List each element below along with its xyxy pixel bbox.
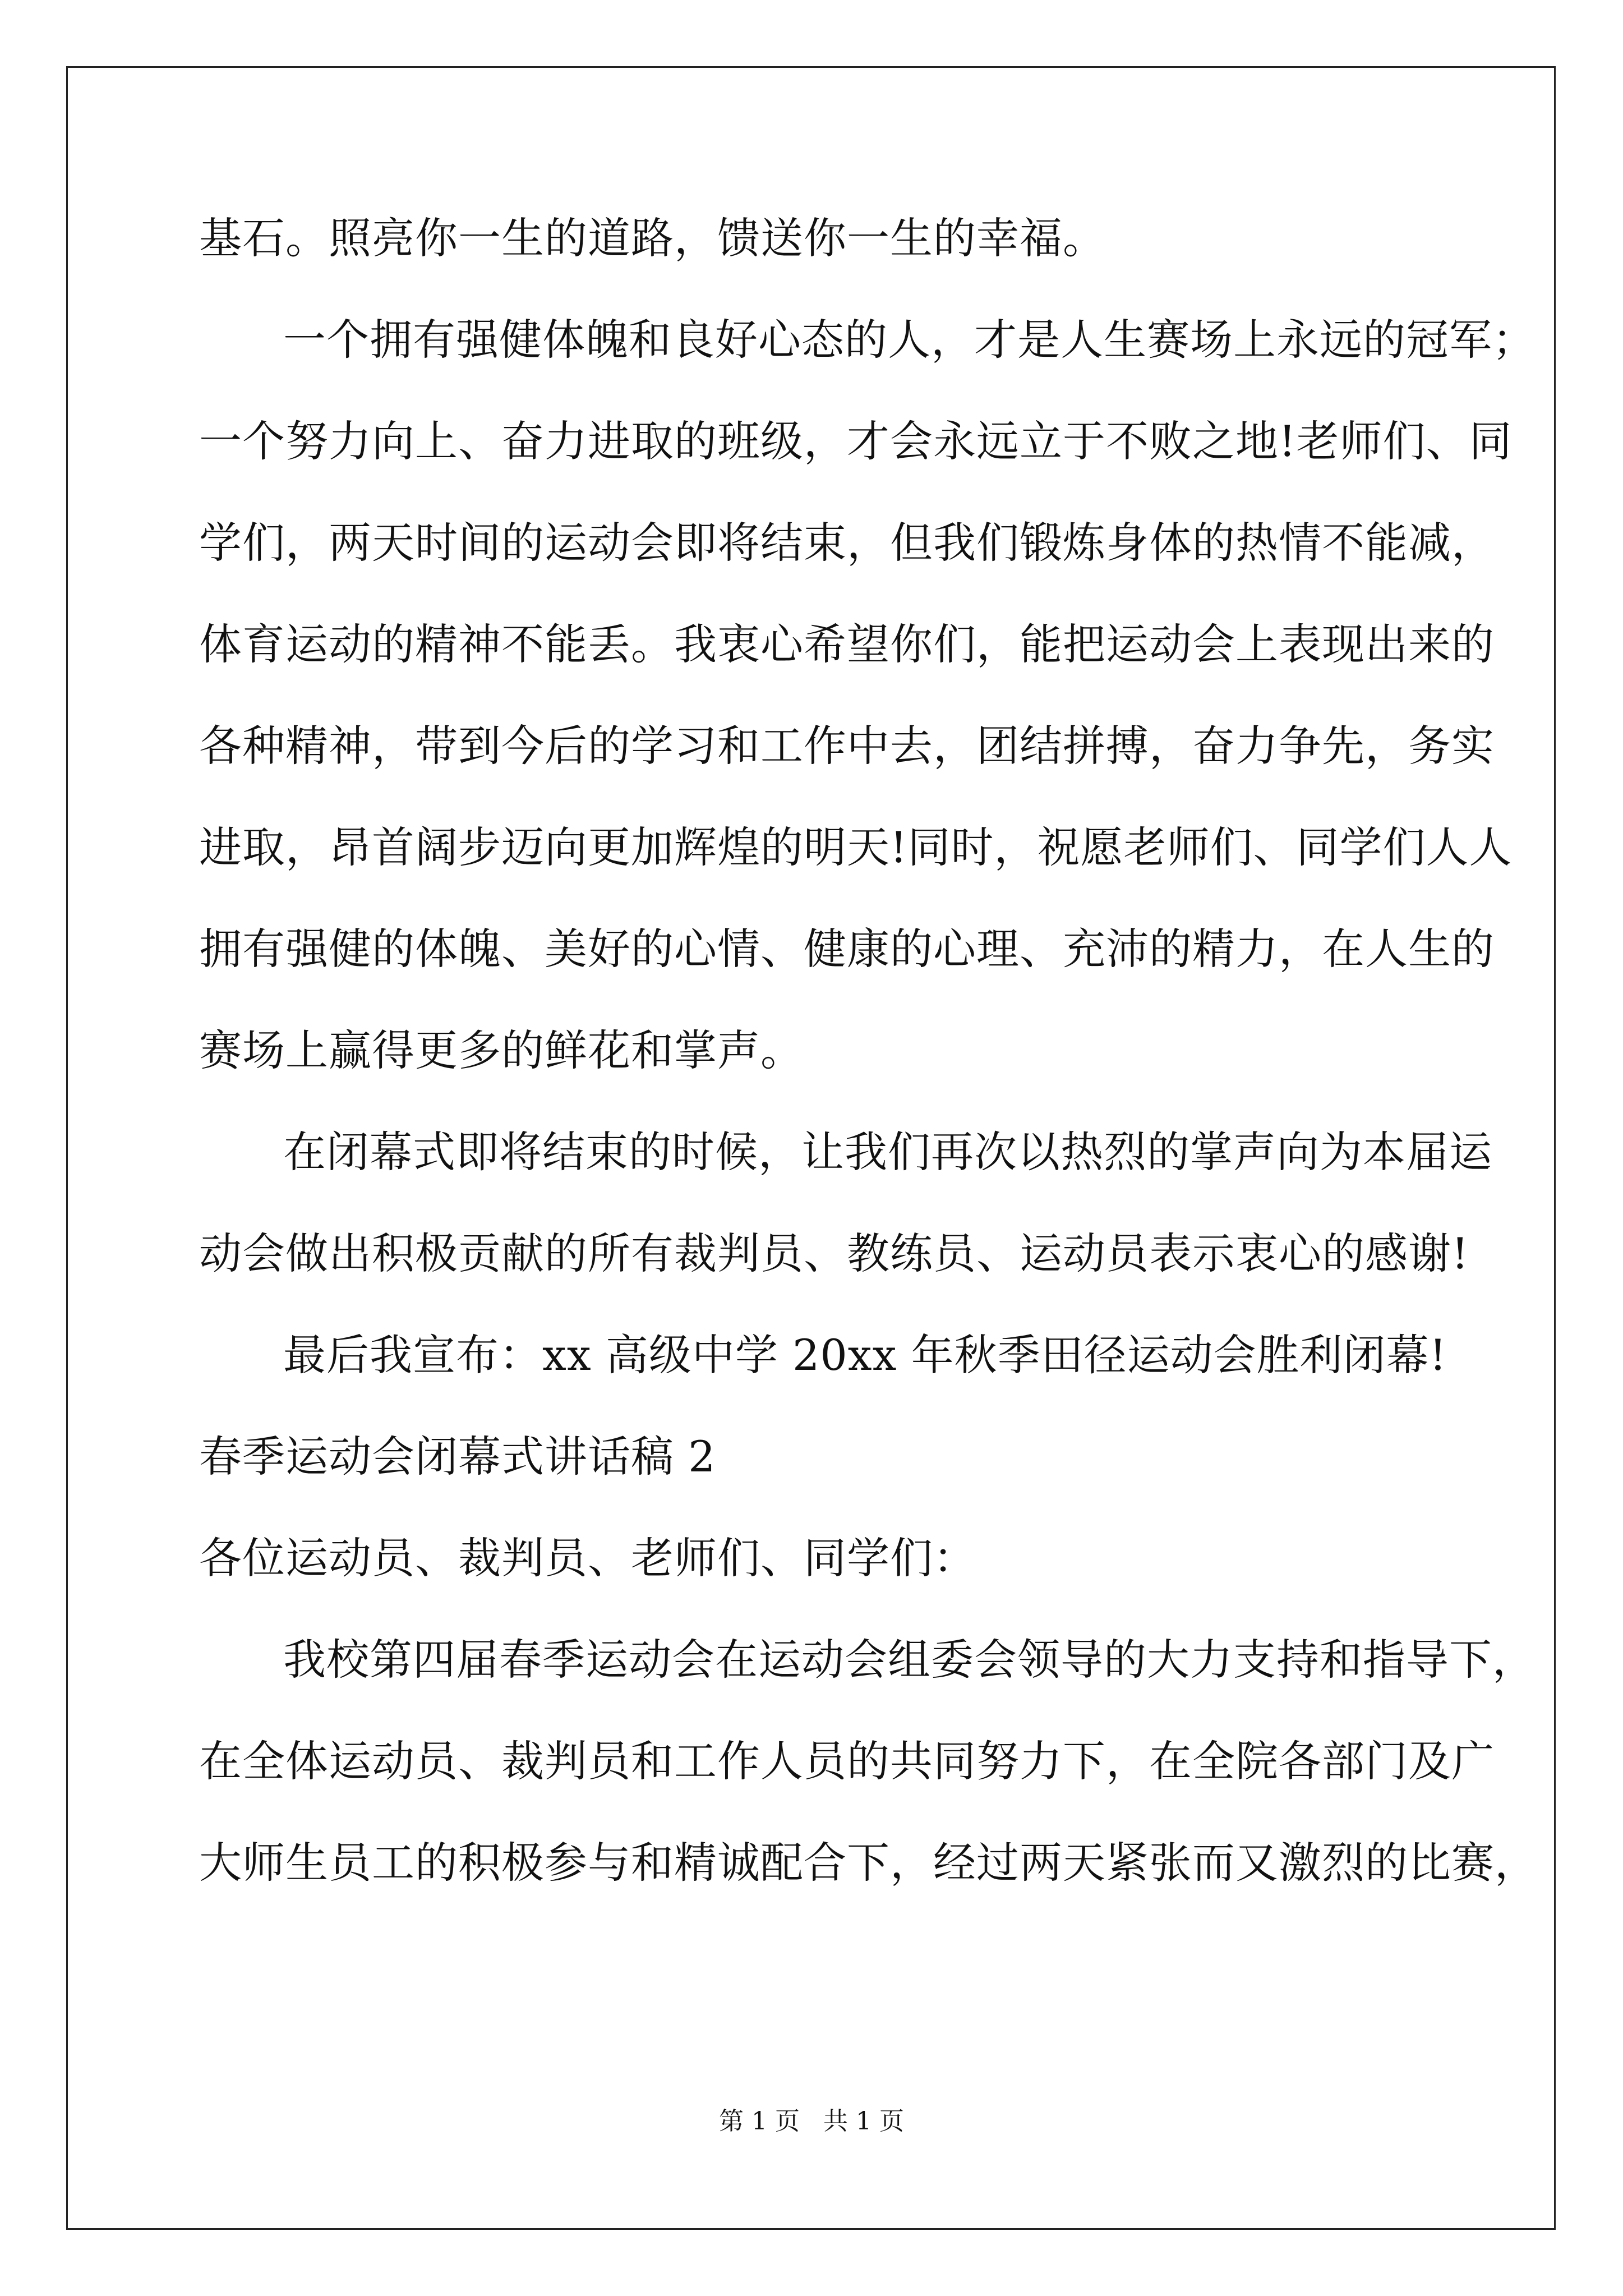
text-line: 基石。照亮你一生的道路，馈送你一生的幸福。 — [199, 213, 1106, 263]
document-body — [199, 205, 1538, 1931]
text-line: 各种精神，带到今后的学习和工作中去，团结拼搏，奋力争先，务实 — [199, 721, 1495, 771]
text-line: 赛场上赢得更多的鲜花和掌声。 — [199, 1025, 804, 1075]
salutation: 各位运动员、裁判员、老师们、同学们： — [199, 1533, 976, 1583]
text-line: 我校第四届春季运动会在运动会组委会领导的大力支持和指导下， — [283, 1635, 1536, 1685]
text-line: 在闭幕式即将结束的时候，让我们再次以热烈的掌声向为本届运 — [283, 1127, 1492, 1177]
text-line: 体育运动的精神不能丢。我衷心希望你们，能把运动会上表现出来的 — [199, 619, 1495, 669]
text-line: 进取，昂首阔步迈向更加辉煌的明天!同时，祝愿老师们、同学们人人 — [199, 822, 1513, 872]
text-line: 一个努力向上、奋力进取的班级，才会永远立于不败之地!老师们、同 — [199, 416, 1513, 466]
text-line: 动会做出积极贡献的所有裁判员、教练员、运动员表示衷心的感谢! — [199, 1228, 1469, 1278]
text-line: 一个拥有强健体魄和良好心态的人，才是人生赛场上永远的冠军； — [283, 315, 1536, 365]
text-line: 最后我宣布：xx 高级中学 20xx 年秋季田径运动会胜利闭幕! — [283, 1330, 1447, 1380]
text-line: 大师生员工的积极参与和精诚配合下，经过两天紧张而又激烈的比赛， — [199, 1838, 1538, 1888]
section-heading: 春季运动会闭幕式讲话稿 2 — [199, 1432, 716, 1481]
text-line: 拥有强健的体魄、美好的心情、健康的心理、充沛的精力，在人生的 — [199, 924, 1495, 974]
page-number: 第 1 页 共 1 页 — [719, 2107, 904, 2136]
text-line: 在全体运动员、裁判员和工作人员的共同努力下，在全院各部门及广 — [199, 1736, 1495, 1786]
text-line: 学们，两天时间的运动会即将结束，但我们锻炼身体的热情不能减， — [199, 518, 1495, 568]
